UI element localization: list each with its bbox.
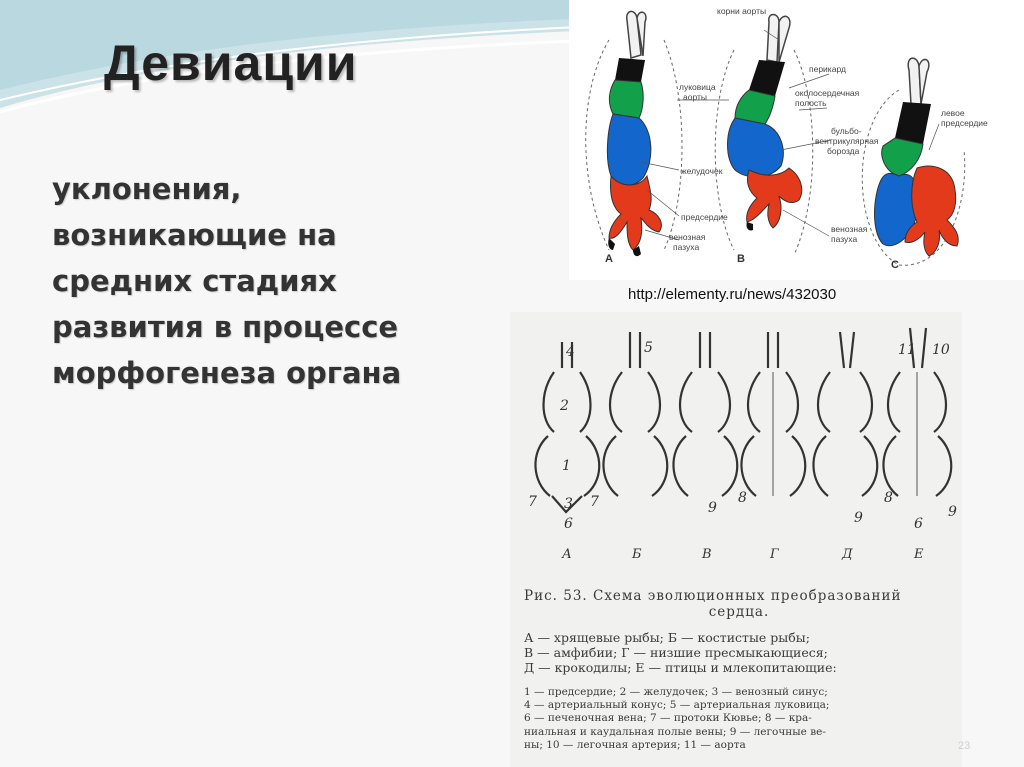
label-bulboventricular: вентрикулярная <box>815 136 879 146</box>
number-label: 6 <box>564 516 573 532</box>
label-pericardial-cavity: полость <box>795 98 827 108</box>
number-label: 1 <box>562 458 571 474</box>
caption-title-line: Рис. 53. Схема эволюционных преобразований <box>524 588 902 604</box>
number-label: 3 <box>564 496 573 512</box>
column-letter: В <box>702 547 712 562</box>
evolution-scheme-figure <box>510 312 962 767</box>
label-venous-sinus: венозная <box>831 224 868 234</box>
label-bulboventricular: борозда <box>827 146 860 156</box>
label-aortic-bulb: аорты <box>683 92 707 102</box>
stage-letter-a: A <box>605 253 613 265</box>
definition-line: развития в процессе <box>52 310 399 344</box>
legend-line: В — амфибии; Г — низшие пресмыкающиеся; <box>524 645 828 660</box>
definition-text <box>52 166 472 396</box>
page-number: 23 <box>958 740 971 752</box>
note-line: ниальная и каудальная полые вены; 9 — легочные ве- <box>524 725 826 738</box>
heart-stage-c <box>875 58 959 256</box>
note-line: ны; 10 — легочная артерия; 11 — аорта <box>524 738 746 751</box>
legend-line: Д — крокодилы; Е — птицы и млекопитающие: <box>524 660 837 675</box>
label-pericardium: перикард <box>809 64 846 74</box>
column-letter: А <box>562 547 572 562</box>
figure-caption-title <box>524 588 954 620</box>
number-label: 7 <box>590 494 599 510</box>
label-venous-sinus: пазуха <box>673 242 700 252</box>
definition-line: морфогенеза органа <box>52 356 402 390</box>
number-label: 8 <box>738 490 747 506</box>
column-letter: Б <box>632 547 642 562</box>
number-label: 5 <box>644 340 653 356</box>
number-label: 9 <box>708 500 717 516</box>
number-label: 6 <box>914 516 923 532</box>
definition-line: средних стадиях <box>52 264 337 298</box>
figure-caption-legend <box>524 630 954 675</box>
number-label: 11 <box>898 342 916 358</box>
label-atrium: предсердие <box>681 212 728 222</box>
evolution-scheme-diagram <box>510 312 962 582</box>
label-venous-sinus: венозная <box>669 232 706 242</box>
figure-caption-notes <box>524 686 954 752</box>
column-letter: Г <box>770 547 779 562</box>
source-url: http://elementy.ru/news/432030 <box>628 286 837 303</box>
label-bulboventricular: бульбо- <box>831 126 862 136</box>
label-pericardial-cavity: околосердечная <box>795 88 860 98</box>
label-venous-sinus: пазуха <box>831 234 858 244</box>
caption-title-line: сердца. <box>708 604 770 620</box>
number-label: 7 <box>528 494 537 510</box>
heart-stage-a <box>607 11 661 256</box>
note-line: 4 — артериальный конус; 5 — артериальная луковица; <box>524 699 830 712</box>
number-label: 2 <box>560 398 569 414</box>
label-left-atrium: предсердие <box>941 118 988 128</box>
number-label: 8 <box>884 490 893 506</box>
heart-development-figure <box>569 0 1024 280</box>
note-line: 6 — печеночная вена; 7 — протоки Кювье; 8 — кра- <box>524 712 812 725</box>
legend-line: А — хрящевые рыбы; Б — костистые рыбы; <box>524 630 810 645</box>
column-letter: Д <box>842 547 853 562</box>
number-label: 9 <box>948 504 957 520</box>
note-line: 1 — предсердие; 2 — желудочек; 3 — венозный синус; <box>524 686 828 698</box>
heart-stage-b <box>728 15 802 231</box>
definition-line: уклонения, <box>52 172 242 206</box>
stage-letter-b: B <box>737 253 745 265</box>
label-aortic-bulb: луковица <box>679 82 716 92</box>
label-aortic-roots: корни аорты <box>717 6 767 16</box>
slide-title: Девиации <box>104 35 358 91</box>
definition-line: возникающие на <box>52 218 337 252</box>
number-label: 9 <box>854 510 863 526</box>
stage-letter-c: C <box>891 259 899 271</box>
label-left-atrium: левое <box>941 108 965 118</box>
label-ventricle: желудочек <box>681 166 723 176</box>
number-label: 10 <box>932 342 950 358</box>
number-label: 4 <box>566 344 575 360</box>
column-letter: Е <box>914 547 924 562</box>
heart-development-diagram <box>569 0 1024 280</box>
